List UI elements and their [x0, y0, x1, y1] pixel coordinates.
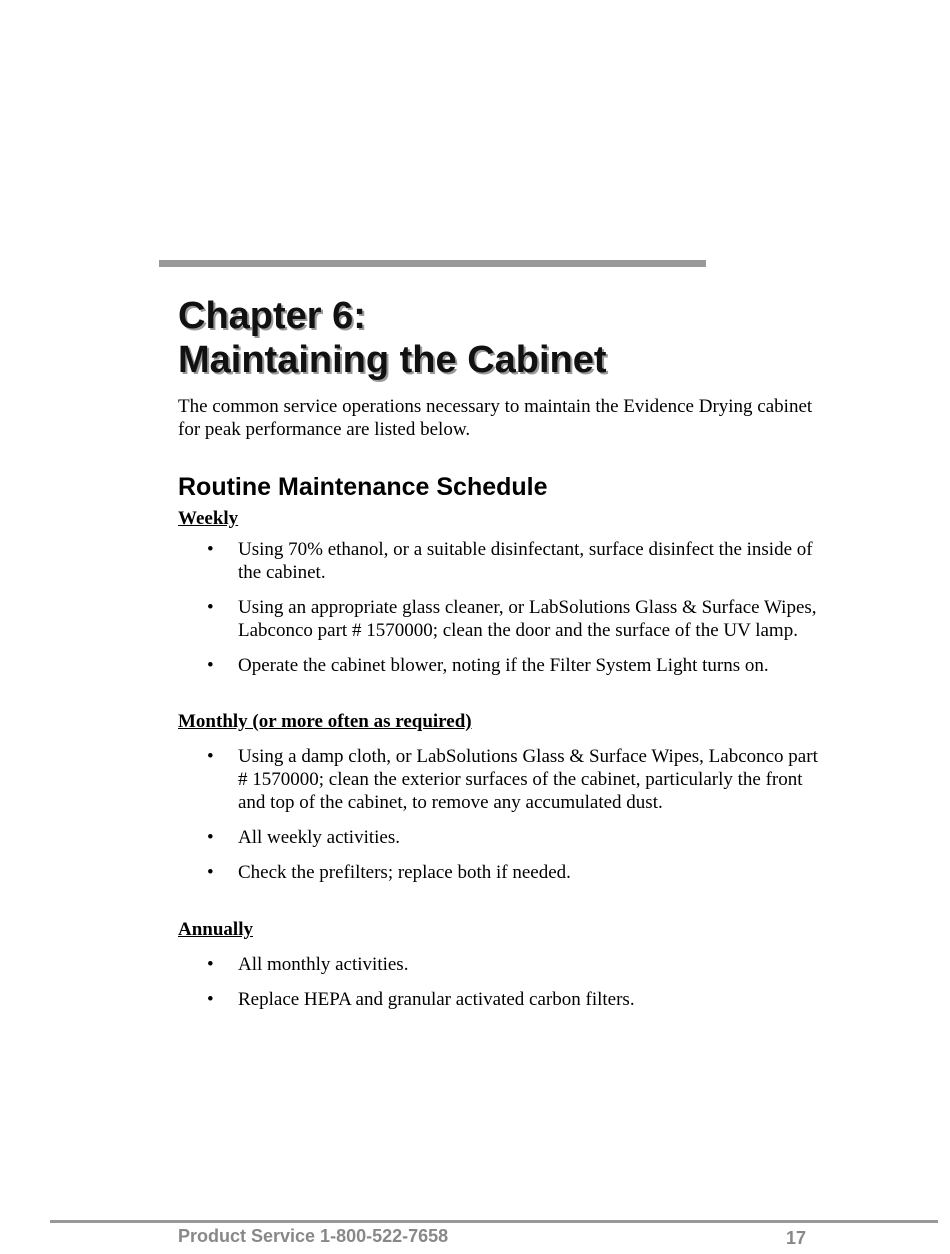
- monthly-heading: Monthly (or more often as required): [178, 711, 472, 732]
- list-item: [178, 538, 818, 584]
- chapter-name: Maintaining the Cabinet: [178, 339, 607, 381]
- list-item: [178, 826, 818, 849]
- weekly-heading: Weekly: [178, 508, 239, 529]
- weekly-list: [178, 538, 818, 689]
- chapter-title: [178, 294, 607, 382]
- top-divider: [159, 260, 706, 267]
- list-item-text: Operate the cabinet blower, noting if the Filter System Light turns on.: [238, 655, 769, 676]
- list-item-text: All monthly activities.: [238, 954, 409, 975]
- annually-heading: Annually: [178, 919, 253, 940]
- list-item-text: Replace HEPA and granular activated carbon filters.: [238, 989, 635, 1010]
- bullet-icon: •: [207, 746, 214, 767]
- list-item: [178, 861, 818, 884]
- list-item-text: All weekly activities.: [238, 827, 400, 848]
- section-heading: Routine Maintenance Schedule: [178, 473, 548, 501]
- list-item: [178, 988, 818, 1011]
- list-item-text: Using an appropriate glass cleaner, or LabSolutions Glass & Surface Wipes, Labconco part # 1570000; clean the door and the surface of the UV lamp.: [238, 597, 817, 641]
- bullet-icon: •: [207, 827, 214, 848]
- footer-divider: [50, 1220, 938, 1223]
- list-item-text: Check the prefilters; replace both if needed.: [238, 862, 571, 883]
- monthly-list: [178, 745, 818, 896]
- footer-service-line: Product Service 1-800-522-7658: [178, 1226, 449, 1246]
- list-item: [178, 745, 818, 814]
- list-item: [178, 596, 818, 642]
- bullet-icon: •: [207, 954, 214, 975]
- intro-paragraph: The common service operations necessary to maintain the Evidence Drying cabinet for peak performance are listed below.: [178, 396, 813, 440]
- annually-list: [178, 953, 818, 1023]
- bullet-icon: •: [207, 539, 214, 560]
- bullet-icon: •: [207, 655, 214, 676]
- chapter-number: Chapter 6:: [178, 295, 366, 337]
- bullet-icon: •: [207, 862, 214, 883]
- list-item-text: Using 70% ethanol, or a suitable disinfectant, surface disinfect the inside of the cabinet.: [238, 539, 813, 583]
- bullet-icon: •: [207, 597, 214, 618]
- list-item: [178, 654, 818, 677]
- list-item: [178, 953, 818, 976]
- page-number: 17: [786, 1228, 807, 1248]
- list-item-text: Using a damp cloth, or LabSolutions Glass & Surface Wipes, Labconco part # 1570000; clean the exterior surfaces of the cabinet, particularly the front and top of the cabinet, to remove any accumulated dust.: [238, 746, 818, 813]
- bullet-icon: •: [207, 989, 214, 1010]
